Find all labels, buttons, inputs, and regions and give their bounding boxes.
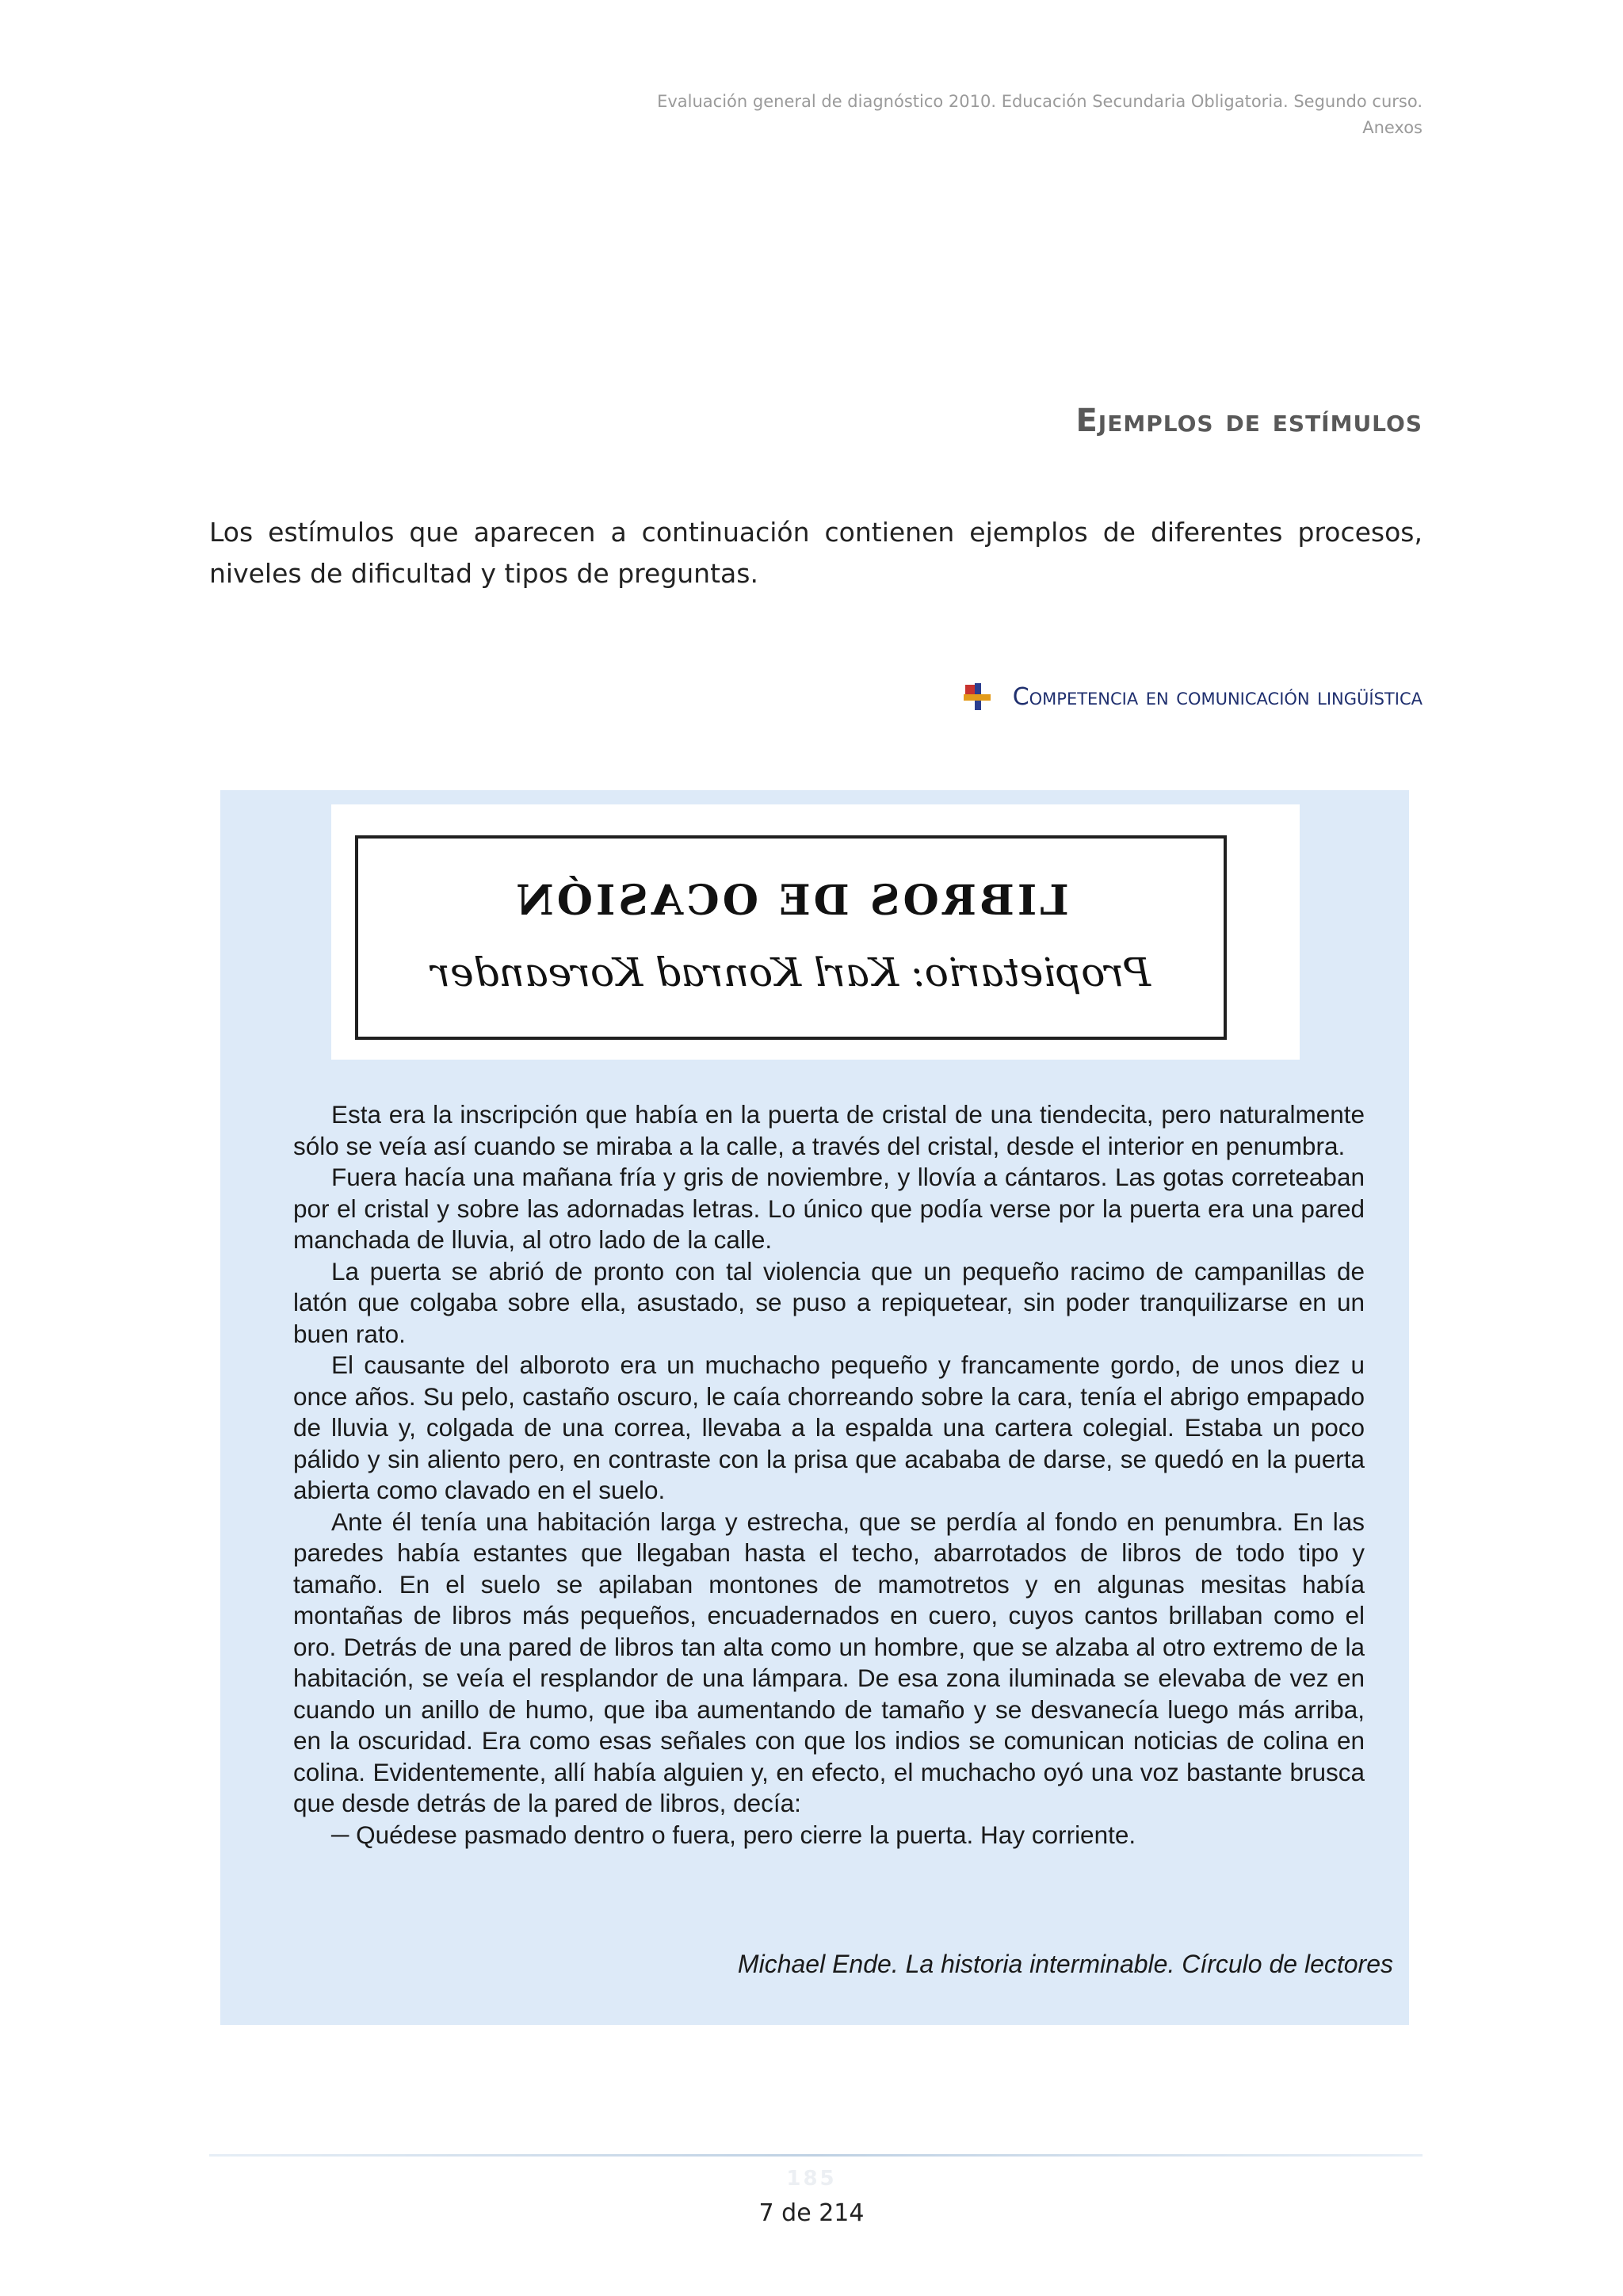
page-title: Ejemplos de estímulos [1075, 403, 1423, 439]
story-paragraph: Esta era la inscripción que había en la puerta de cristal de una tiendecita, pero naturalmente sólo se veía así cuando se miraba a la calle, a través del cristal, desde el interior en penumbra. [293, 1100, 1365, 1160]
section-heading [962, 682, 1423, 712]
page-watermark: 185 [786, 2167, 837, 2191]
sign-frame [355, 835, 1227, 1040]
page-number: 7 de 214 [758, 2199, 865, 2227]
footer-divider [209, 2154, 1423, 2157]
story-text [293, 1099, 1365, 1851]
section-label: Competencia en comunicación lingüística [1012, 682, 1423, 711]
story-paragraph: Ante él tenía una habitación larga y estrecha, que se perdía al fondo en penumbra. En las paredes había estantes que llegaban hasta el techo, abarrotados de libros de todo tipo y tamaño. En el suelo se apilaban montones de mamotretos y en algunas mesitas había montañas de libros más pequeños, encuadernados en cuero, cuyos cantos brillaban como el oro. Detrás de una pared de libros tan alta como un hombre, que se alzaba al otro extremo de la habitación, se veía el resplandor de una lámpara. De esa zona iluminada se elevaba de vez en cuando un anillo de humo, que iba aumentando de tamaño y se desvanecía luego más arriba, en la oscuridad. Era como esas señales con que los indios se comunican noticias de colina en colina. Evidentemente, allí había alguien y, en efecto, el muchacho oyó una voz bastante brusca que desde detrás de la pared de libros, decía: [293, 1507, 1365, 1817]
document-header [657, 89, 1423, 141]
story-paragraph: La puerta se abrió de pronto con tal violencia que un pequeño racimo de campanillas de latón que colgaba sobre ella, asustado, se puso a repiquetear, sin poder tranquilizarse en un buen rato. [293, 1256, 1365, 1348]
header-line-1: Evaluación general de diagnóstico 2010. Educación Secundaria Obligatoria. Segundo curso. [657, 92, 1423, 111]
story-paragraph: El causante del alboroto era un muchacho pequeño y francamente gordo, de unos diez u once años. Su pelo, castaño oscuro, le caía chorreando sobre la cara, tenía el abrigo empapado de lluvia y, colgada de una correa, llevaba a la espalda una cartera colegial. Estaba un poco pálido y sin aliento pero, en contraste con la prisa que acababa de darse, se quedó en la puerta abierta como clavado en el suelo. [293, 1350, 1365, 1504]
stimulus-box [220, 790, 1409, 2025]
intro-paragraph: Los estímulos que aparecen a continuación contienen ejemplos de diferentes procesos, niveles de dificultad y tipos de preguntas. [209, 517, 1423, 589]
story-paragraph: Fuera hacía una mañana fría y gris de noviembre, y llovía a cántaros. Las gotas correteaban por el cristal y sobre las adornadas letras. Lo único que podía verse por la puerta era una pared manchada de lluvia, al otro lado de la calle. [293, 1163, 1365, 1254]
sign-title: LIBROS DE OCASIÓN [513, 877, 1069, 925]
story-dialogue: ─ Quédese pasmado dentro o fuera, pero cierre la puerta. Hay corriente. [331, 1820, 1136, 1849]
header-line-2: Anexos [1362, 118, 1423, 137]
mirrored-sign-image [331, 804, 1300, 1060]
sign-owner: Propietario: Karl Konrad Koreander [431, 949, 1151, 995]
colored-cross-icon [962, 682, 992, 712]
source-credit: Michael Ende. La historia interminable. Círculo de lectores [737, 1950, 1393, 1978]
